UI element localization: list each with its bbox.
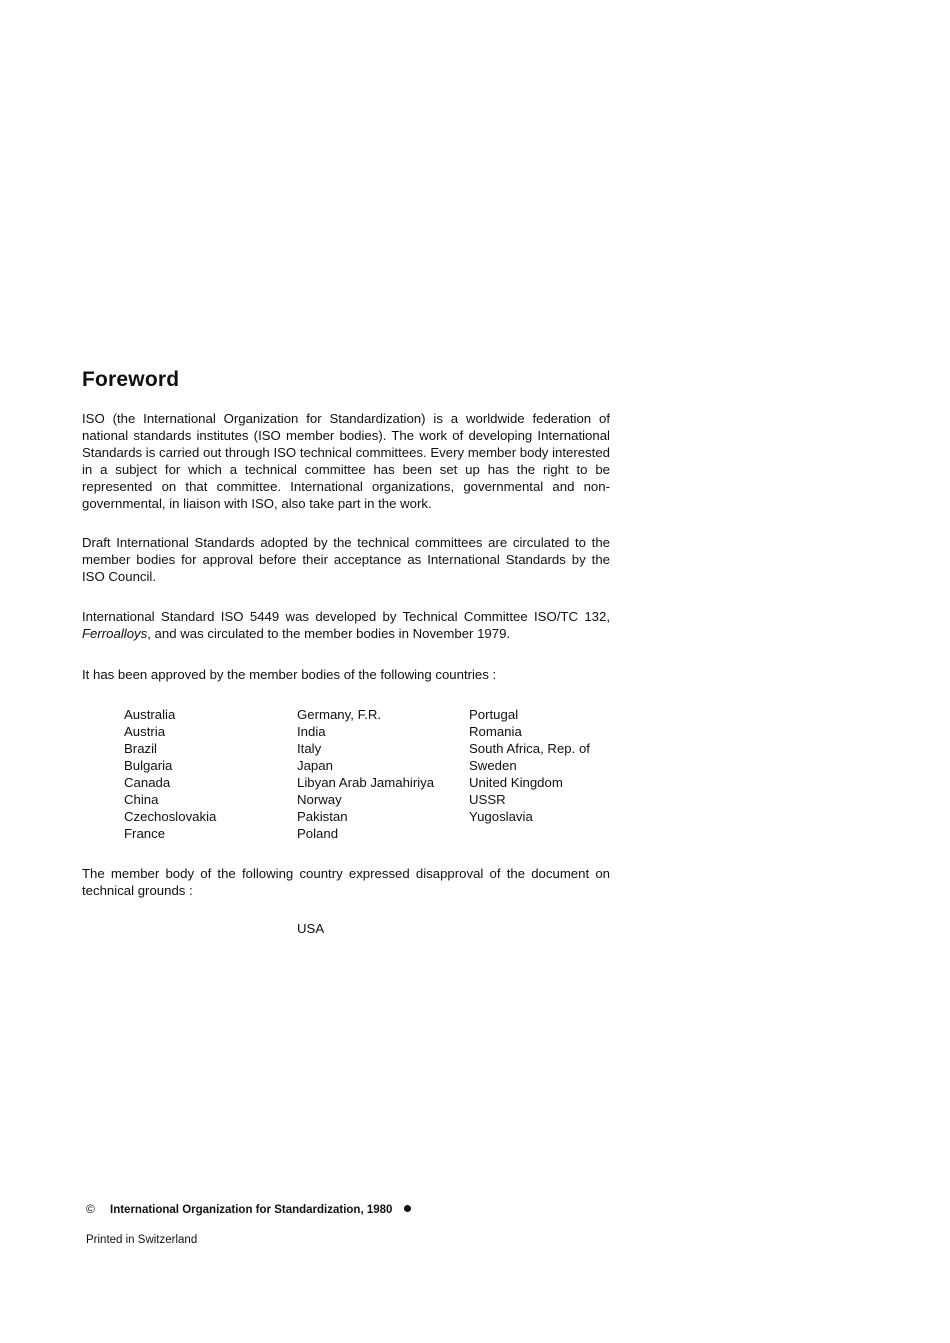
country-item: Portugal (469, 707, 519, 722)
copyright-text: International Organization for Standardization, 1980 (110, 1204, 393, 1216)
country-item: Libyan Arab Jamahiriya (297, 775, 435, 790)
country-item: Australia (124, 707, 176, 722)
country-item: Bulgaria (124, 758, 173, 773)
country-item: Czechoslovakia (124, 809, 217, 824)
paragraph-disapproval: The member body of the following country expressed disapproval of the document on technical grounds : (82, 866, 610, 898)
committee-name: Ferroalloys (82, 626, 148, 641)
country-item: France (124, 826, 166, 841)
copyright-line (86, 1202, 411, 1216)
paragraph-standard-development (82, 608, 610, 642)
country-item: South Africa, Rep. of (469, 741, 590, 756)
country-item: Italy (297, 741, 322, 756)
paragraph-draft-standards: Draft International Standards adopted by the technical committees are circulated to the member bodies for approval before their acceptance as International Standards by the ISO Council. (82, 535, 610, 584)
country-item: Poland (297, 826, 339, 841)
country-item: Brazil (124, 741, 157, 756)
country-item: China (124, 792, 159, 807)
printed-location: Printed in Switzerland (86, 1234, 198, 1246)
country-item: United Kingdom (469, 775, 563, 790)
countries-column-3 (469, 706, 590, 825)
countries-column-1 (124, 706, 216, 842)
country-item: Romania (469, 724, 522, 739)
paragraph-iso-intro: ISO (the International Organization for Standardization) is a worldwide federation of national standards institutes (ISO member bodies). The work of developing International Standards is carried out through ISO technical committees. Every member body interested in a subject for which a technical committee has been set up has the right to be represented on that committee. International organizations, governmental and non-governmental, in liaison with ISO, also take part in the work. (82, 411, 610, 511)
bullet-dot-icon (404, 1205, 411, 1212)
country-item: Yugoslavia (469, 809, 533, 824)
country-item: Sweden (469, 758, 517, 773)
country-item: Japan (297, 758, 333, 773)
country-item: Canada (124, 775, 171, 790)
paragraph-standard-development-start: International Standard ISO 5449 was developed by Technical Committee ISO/TC 132, (82, 609, 610, 624)
disapproving-country: USA (297, 921, 325, 936)
paragraph-standard-development-end: , and was circulated to the member bodies in November 1979. (147, 626, 511, 641)
page-title: Foreword (82, 368, 180, 391)
country-item: Pakistan (297, 809, 348, 824)
countries-column-2 (297, 706, 434, 842)
country-item: Norway (297, 792, 342, 807)
copyright-symbol: © (86, 1202, 95, 1216)
country-item: Austria (124, 724, 166, 739)
paragraph-approval-intro: It has been approved by the member bodies of the following countries : (82, 667, 497, 682)
country-item: USSR (469, 792, 506, 807)
country-item: India (297, 724, 326, 739)
country-item: Germany, F.R. (297, 707, 382, 722)
